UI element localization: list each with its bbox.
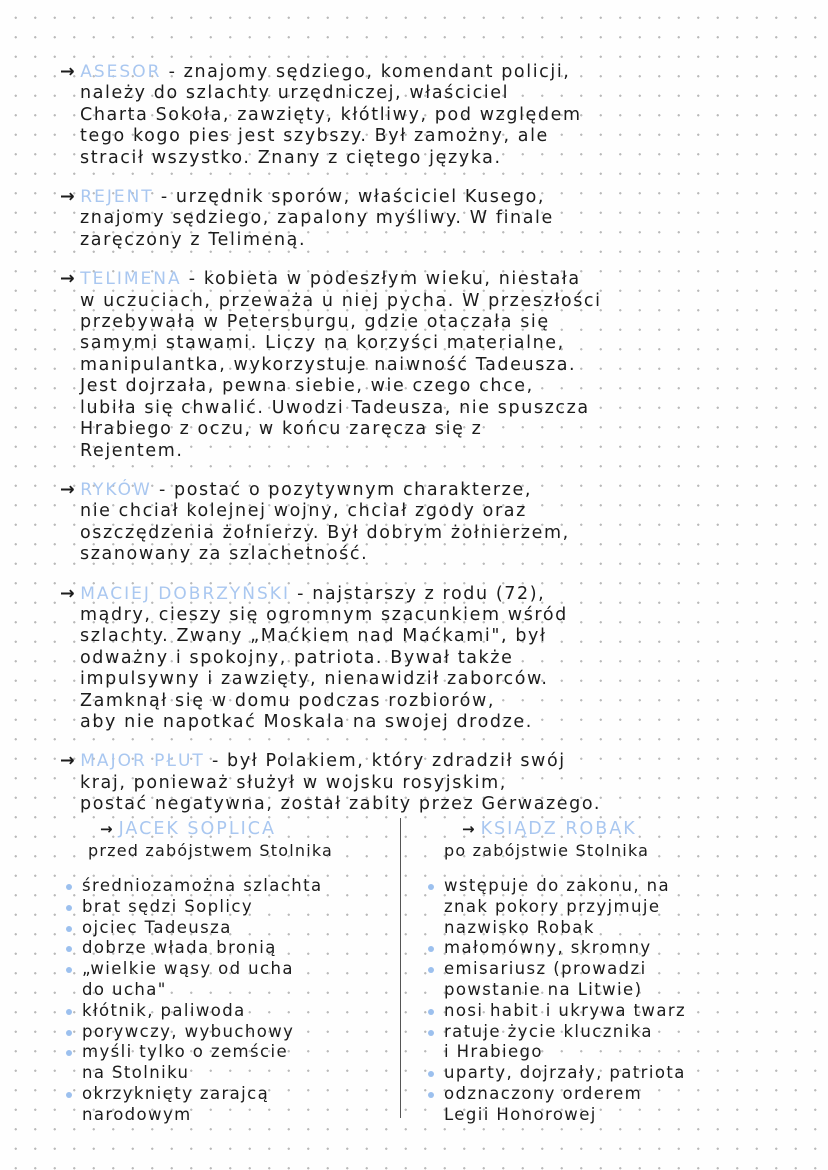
character-name: MAJOR PŁUT xyxy=(80,751,205,772)
entry-text: Hrabiego z oczu, w końcu zaręcza się z xyxy=(80,419,483,440)
entry-text-line xyxy=(60,501,765,522)
entry-text: znajomy sędziego, zapalony myśliwy. W finale xyxy=(80,208,554,229)
trait-item: średniozamożna szlachta xyxy=(60,876,395,897)
arrow-icon: → xyxy=(60,187,77,208)
entry-text-line xyxy=(60,605,765,626)
entry-heading-line xyxy=(60,187,765,208)
entry-text-line xyxy=(60,83,765,104)
character-name: ASESOR xyxy=(80,62,162,82)
character-entry xyxy=(60,269,765,462)
entry-text: postać negatywna, został zabity przez Gerwazego. xyxy=(80,794,602,815)
entry-text: w uczuciach, przeważa u niej pycha. W przeszłości xyxy=(80,290,602,311)
entry-text-line xyxy=(60,126,765,147)
arrow-icon: → xyxy=(60,62,77,82)
entry-heading-line xyxy=(60,269,765,290)
entry-text: samymi stawami. Liczy na korzyści materialne, xyxy=(80,333,565,354)
entry-text-line xyxy=(60,773,765,794)
entry-text: - urzędnik sporów, właściciel Kusego, xyxy=(153,187,546,208)
character-entry xyxy=(60,751,765,815)
character-entry xyxy=(60,62,765,169)
entry-heading-line xyxy=(60,584,765,605)
trait-item: brat sędzi Soplicy xyxy=(60,897,395,918)
entry-text: szanowany za szlachetność. xyxy=(80,544,369,565)
trait-item: emisariusz (prowadzi powstanie na Litwie) xyxy=(422,959,767,1001)
entry-text: - najstarszy z rodu (72), xyxy=(289,583,546,604)
arrow-icon: → xyxy=(60,751,77,772)
entry-text: Zamknął się w domu podczas rozbiorów, xyxy=(80,690,496,711)
trait-item: nosi habit i ukrywa twarz xyxy=(422,1001,767,1022)
entry-text-line xyxy=(60,419,765,440)
entry-text: tego kogo pies jest szybszy. Był zamożny, ale xyxy=(80,126,549,147)
column-ksiadz-robak xyxy=(422,818,767,1126)
entry-text-line xyxy=(60,669,765,690)
trait-item: uparty, dojrzały, patriota xyxy=(422,1063,767,1084)
column-title xyxy=(422,818,767,840)
entry-text-line xyxy=(60,544,765,565)
entry-text: - postać o pozytywnym charakterze, xyxy=(151,479,532,500)
entry-text: aby nie napotkać Moskala na swojej drodze. xyxy=(80,711,533,732)
arrow-icon: → xyxy=(462,820,477,838)
entry-text: manipulantka, wykorzystuje naiwność Tadeusza. xyxy=(80,354,577,375)
column-title-text: JACEK SOPLICA xyxy=(118,819,276,839)
entry-text: szlachty. Zwany „Maćkiem nad Maćkami", był xyxy=(80,626,547,647)
entry-text: stracił wszystko. Znany z ciętego języka. xyxy=(80,147,502,168)
trait-item: odznaczony orderem Legii Honorowej xyxy=(422,1084,767,1126)
character-entry xyxy=(60,480,765,566)
entry-text-line xyxy=(60,626,765,647)
entry-text: - kobieta w podeszłym wieku, niestała xyxy=(181,269,581,290)
entry-text: Rejentem. xyxy=(80,440,184,461)
trait-list xyxy=(422,876,767,1126)
entry-text: - był Polakiem, który zdradził swój xyxy=(204,751,566,772)
trait-item: małomówny, skromny xyxy=(422,938,767,959)
character-entries xyxy=(60,62,765,834)
trait-item: wstępuje do zakonu, na znak pokory przyjmuje nazwisko Robak xyxy=(422,876,767,938)
entry-text-line xyxy=(60,333,765,354)
trait-item: „wielkie wąsy od ucha do ucha" xyxy=(60,959,395,1001)
entry-text-line xyxy=(60,291,765,312)
trait-item: ratuje życie klucznika i Hrabiego xyxy=(422,1022,767,1064)
entry-heading-line xyxy=(60,62,765,83)
entry-text: przebywała w Petersburgu, gdzie otaczała się xyxy=(80,312,550,333)
column-title xyxy=(60,818,395,840)
entry-text-line xyxy=(60,312,765,333)
entry-text-line xyxy=(60,398,765,419)
entry-text: oszczędzenia żołnierzy. Był dobrym żołnierzem, xyxy=(80,522,570,543)
column-title-text: KSIĄDZ ROBAK xyxy=(480,819,637,839)
entry-text: Charta Sokoła, zawzięty, kłótliwy, pod względem xyxy=(80,104,582,125)
entry-text: nie chciał kolejnej wojny, chciał zgody oraz xyxy=(80,501,527,522)
entry-text-line xyxy=(60,355,765,376)
entry-text: - znajomy sędziego, komendant policji, xyxy=(161,62,571,82)
trait-item: dobrze włada bronią xyxy=(60,938,395,959)
character-name: RYKÓW xyxy=(80,479,152,500)
arrow-icon: → xyxy=(60,583,77,604)
column-divider xyxy=(400,818,401,1118)
entry-heading-line xyxy=(60,480,765,501)
entry-text-line xyxy=(60,441,765,462)
entry-text: zaręczony z Telimeną. xyxy=(80,229,307,250)
entry-text: Jest dojrzała, pewna siebie, wie czego chce, xyxy=(80,376,534,397)
entry-text-line xyxy=(60,648,765,669)
trait-item: porywczy, wybuchowy xyxy=(60,1022,395,1043)
entry-text-line xyxy=(60,230,765,251)
entry-text: lubiła się chwalić. Uwodzi Tadeusza, nie spuszcza xyxy=(80,397,590,418)
trait-list xyxy=(60,876,395,1126)
trait-item: okrzyknięty zarajcą narodowym xyxy=(60,1084,395,1126)
entry-text-line xyxy=(60,523,765,544)
entry-text: kraj, ponieważ służył w wojsku rosyjskim, xyxy=(80,772,507,793)
entry-text-line xyxy=(60,712,765,733)
entry-text: odważny i spokojny, patriota. Bywał także xyxy=(80,647,514,668)
column-jacek-soplica xyxy=(60,818,395,1126)
entry-text-line xyxy=(60,376,765,397)
entry-text-line xyxy=(60,105,765,126)
arrow-icon: → xyxy=(60,269,77,290)
character-entry xyxy=(60,187,765,251)
character-name: REJENT xyxy=(80,187,154,208)
arrow-icon: → xyxy=(100,820,115,838)
entry-text: impulsywny i zawzięty, nienawidził zaborców. xyxy=(80,669,549,690)
entry-heading-line xyxy=(60,751,765,772)
entry-text-line xyxy=(60,691,765,712)
column-subtitle: przed zabójstwem Stolnika xyxy=(88,841,334,860)
trait-item: kłótnik, paliwoda xyxy=(60,1001,395,1022)
entry-text-line xyxy=(60,148,765,169)
entry-text: należy do szlachty urzędniczej, właściciel xyxy=(80,83,510,104)
entry-text-line xyxy=(60,794,765,815)
character-entry xyxy=(60,584,765,734)
character-name: MACIEJ DOBRZYŃSKI xyxy=(80,583,290,604)
entry-text: mądry, cieszy się ogromnym szacunkiem wśród xyxy=(80,604,568,625)
character-name: TELIMENA xyxy=(80,269,182,290)
comparison-columns xyxy=(60,818,765,1128)
trait-item: ojciec Tadeusza xyxy=(60,918,395,939)
trait-item: myśli tylko o zemście na Stolniku xyxy=(60,1042,395,1084)
entry-text-line xyxy=(60,208,765,229)
arrow-icon: → xyxy=(60,479,77,500)
column-subtitle: po zabójstwie Stolnika xyxy=(444,841,650,860)
